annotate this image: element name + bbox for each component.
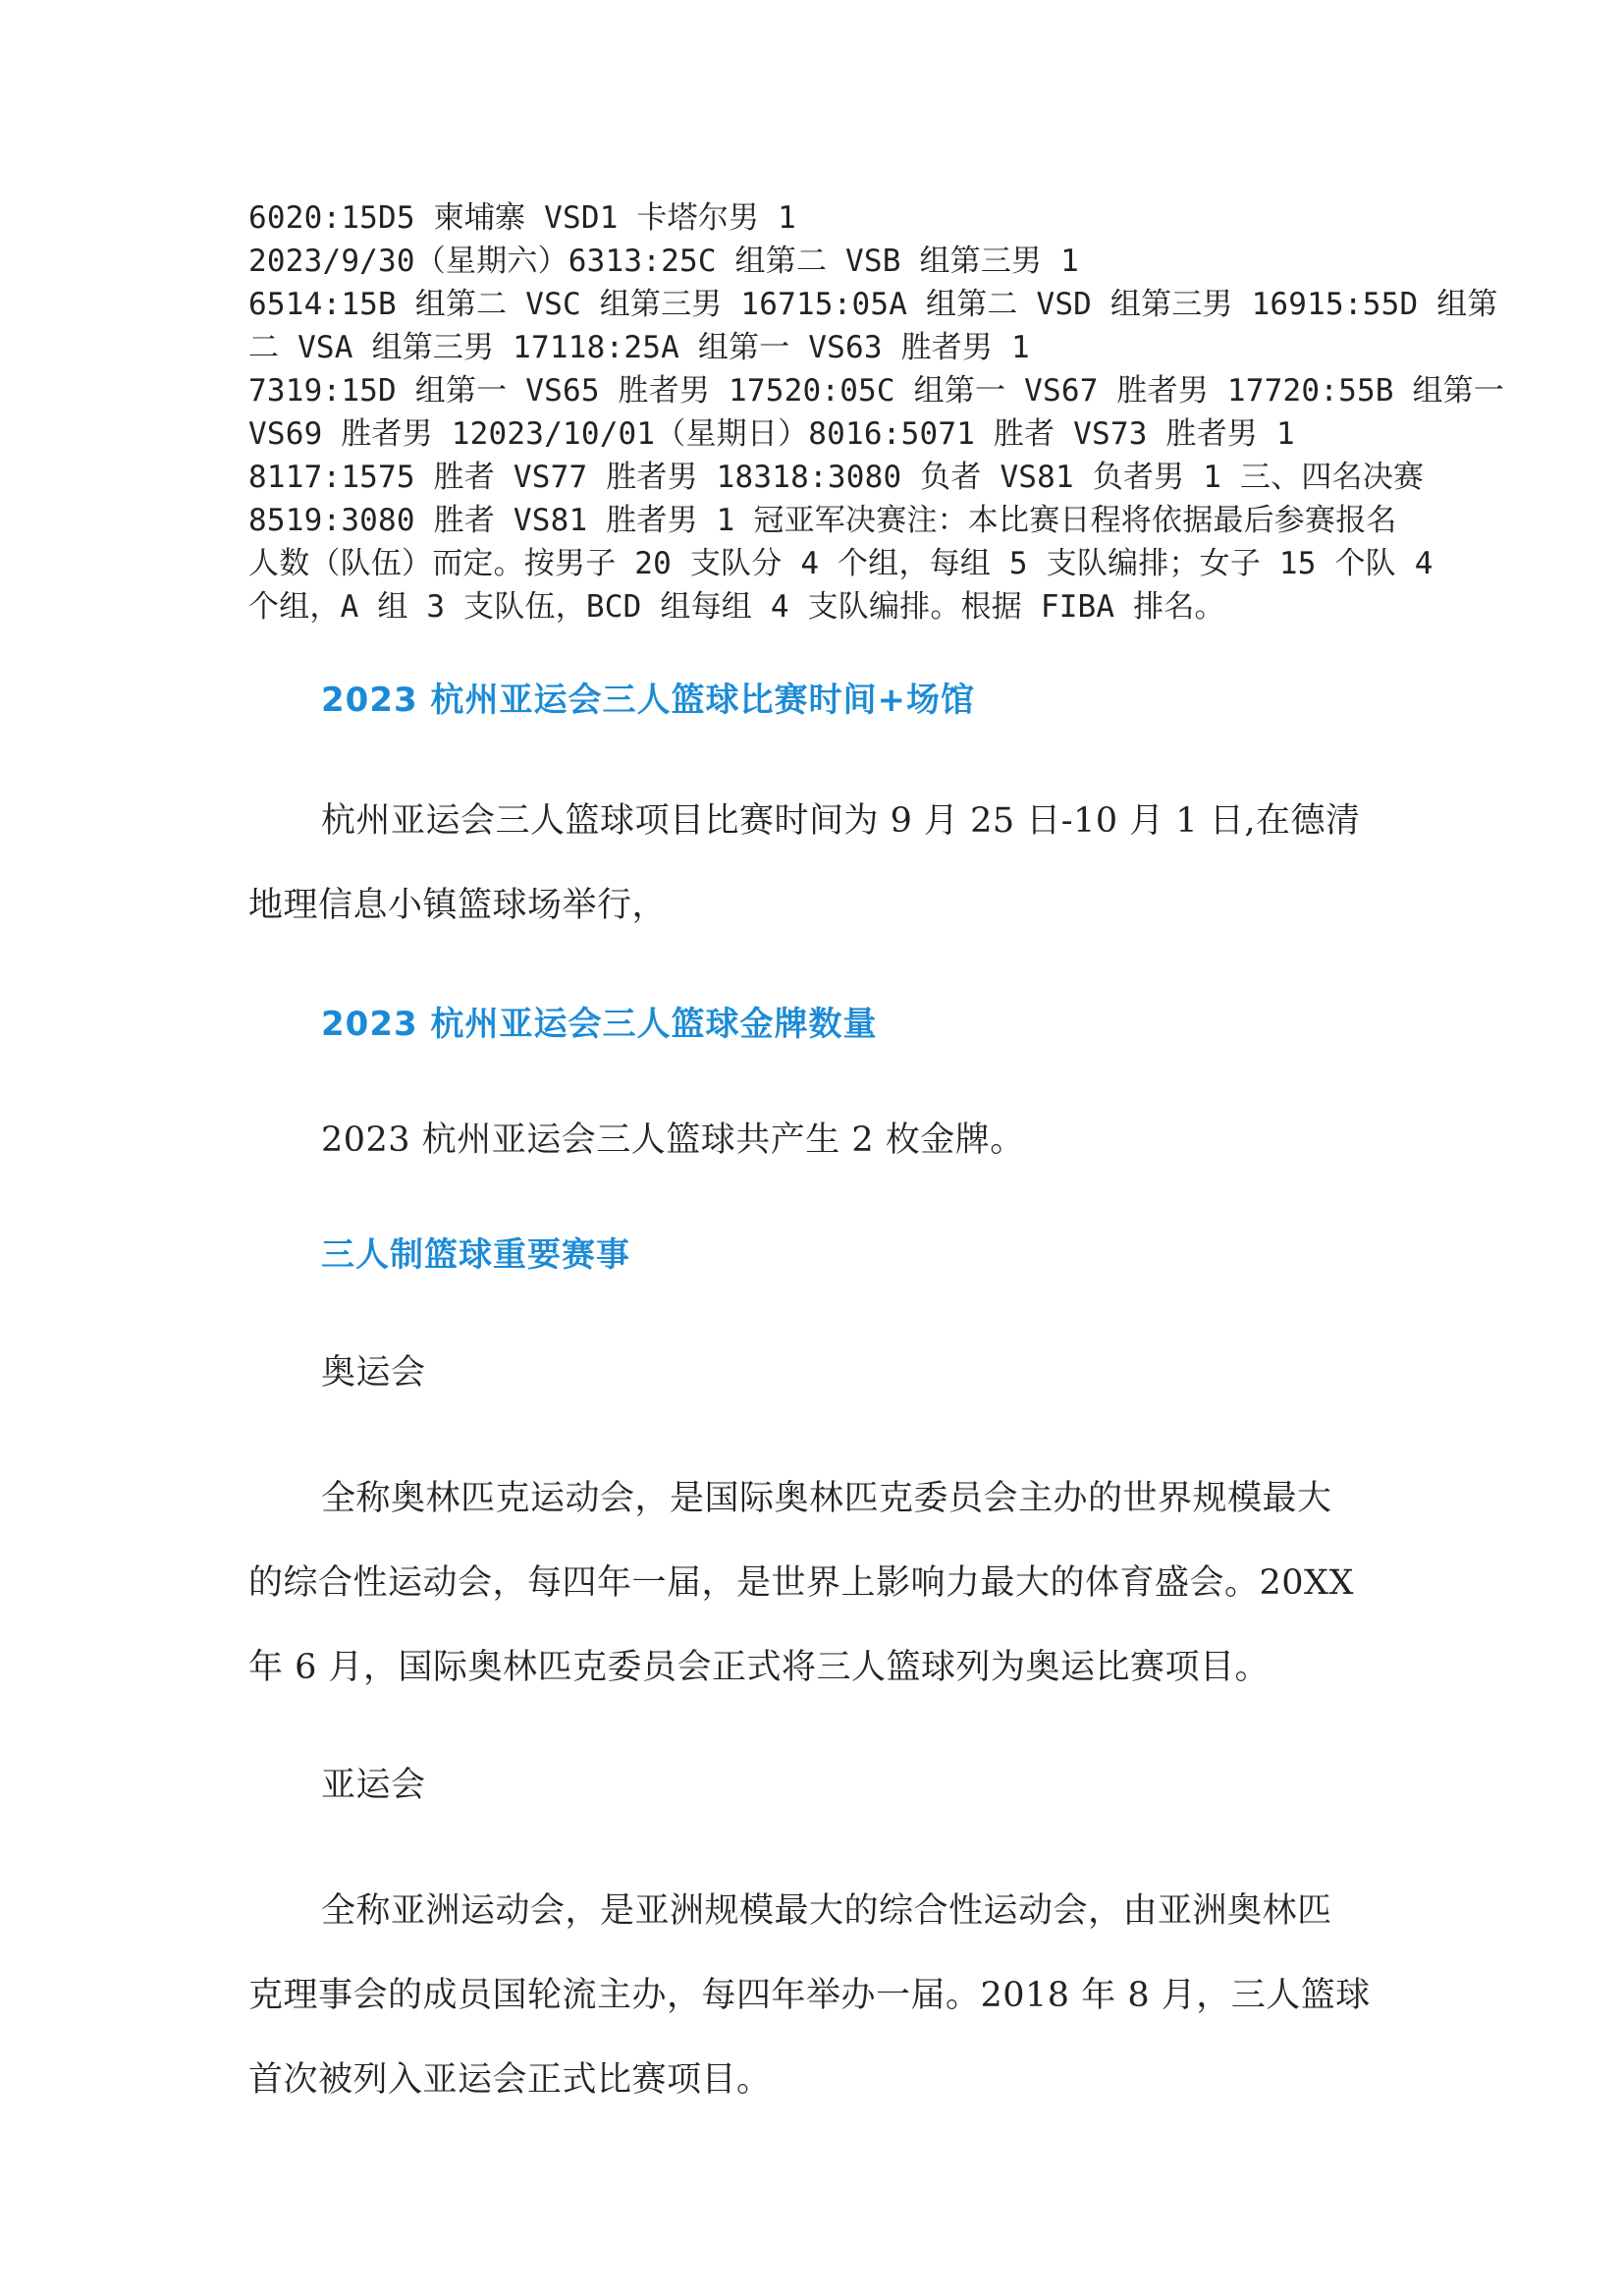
paragraph-gold-medals [248, 1098, 1387, 1182]
schedule-line: 个组，A 组 3 支队伍，BCD 组每组 4 支队编排。根据 FIBA 排名。 [248, 589, 1225, 625]
paragraph-time-venue [248, 779, 1387, 948]
paragraph-olympics [248, 1456, 1387, 1710]
schedule-line: 8117:1575 胜者 VS77 胜者男 18318:3080 负者 VS81 负者男 1 三、四名决赛 [248, 460, 1425, 495]
paragraph-asian-games [248, 1869, 1387, 2122]
olympics-title: 奥运会 [321, 1353, 426, 1393]
schedule-line: 二 VSA 组第三男 17118:25A 组第一 VS63 胜者男 1 [248, 330, 1030, 365]
schedule-line: 7319:15D 组第一 VS65 胜者男 17520:05C 组第一 VS67 胜者男 17720:55B 组第一 [248, 373, 1505, 409]
subheading-asian-games [248, 1743, 1387, 1828]
schedule-line: 2023/9/30（星期六）6313:25C 组第二 VSB 组第三男 1 [248, 244, 1079, 279]
section-heading-major-events: 三人制篮球重要赛事 [321, 1235, 630, 1275]
paragraph-line: 地理信息小镇篮球场举行， [248, 886, 668, 925]
paragraph-line: 年 6 月，国际奥林匹克委员会正式将三人篮球列为奥运比赛项目。 [248, 1648, 1271, 1687]
asian-games-title: 亚运会 [321, 1766, 426, 1805]
schedule-table-text [248, 196, 1505, 629]
paragraph-line: 全称亚洲运动会，是亚洲规模最大的综合性运动会，由亚洲奥林匹 [321, 1891, 1332, 1931]
subheading-olympics [248, 1331, 1387, 1415]
section-heading-time-venue: 2023 杭州亚运会三人篮球比赛时间+场馆 [321, 681, 975, 720]
paragraph-line: 首次被列入亚运会正式比赛项目。 [248, 2060, 772, 2100]
section-heading-gold-medals: 2023 杭州亚运会三人篮球金牌数量 [321, 1005, 878, 1044]
paragraph-line: 2023 杭州亚运会三人篮球共产生 2 枚金牌。 [321, 1121, 1025, 1160]
paragraph-line: 杭州亚运会三人篮球项目比赛时间为 9 月 25 日-10 月 1 日,在德清 [321, 801, 1361, 841]
schedule-line: VS69 胜者男 12023/10/01（星期日）8016:5071 胜者 VS73 胜者男 1 [248, 416, 1295, 452]
paragraph-line: 全称奥林匹克运动会，是国际奥林匹克委员会主办的世界规模最大 [321, 1479, 1332, 1518]
paragraph-line: 的综合性运动会，每四年一届，是世界上影响力最大的体育盛会。20XX [248, 1563, 1354, 1603]
schedule-line: 8519:3080 胜者 VS81 胜者男 1 冠亚军决赛注：本比赛日程将依据最后参赛报名 [248, 503, 1397, 538]
schedule-line: 人数（队伍）而定。按男子 20 支队分 4 个组，每组 5 支队编排；女子 15 个队 4 [248, 546, 1434, 581]
schedule-line: 6020:15D5 柬埔寨 VSD1 卡塔尔男 1 [248, 200, 796, 236]
schedule-line: 6514:15B 组第二 VSC 组第三男 16715:05A 组第二 VSD 组第三男 16915:55D 组第 [248, 287, 1498, 322]
paragraph-line: 克理事会的成员国轮流主办，每四年举办一届。2018 年 8 月，三人篮球 [248, 1976, 1371, 2015]
